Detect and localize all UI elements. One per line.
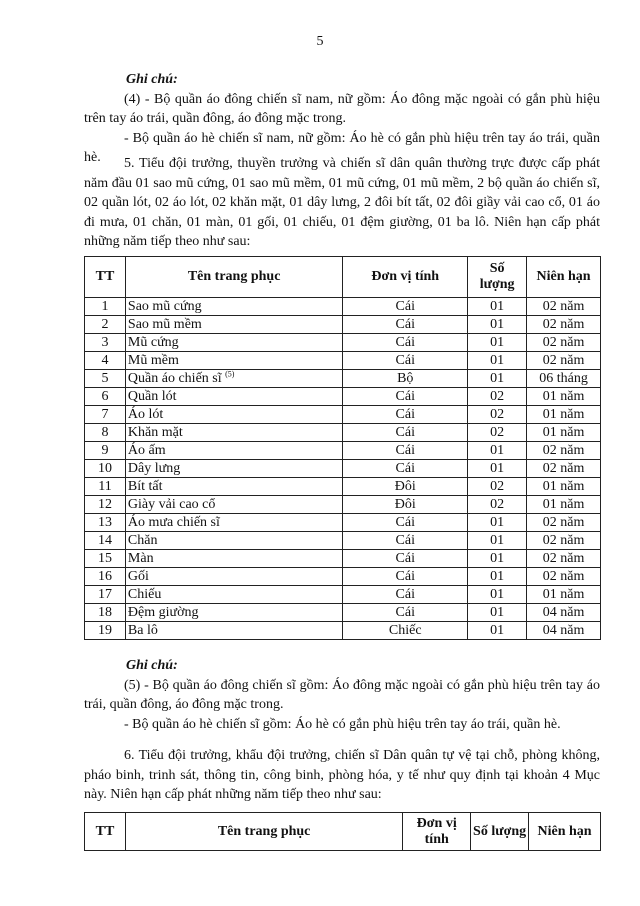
cell-term-text: 01 năm	[542, 479, 585, 494]
uniform-allocation-table	[84, 256, 601, 640]
paragraph-text: 5. Tiểu đội trưởng, thuyền trưởng và chiến sĩ dân quân thường trực được cấp phát năm đầu 01 sao mũ cứng, 01 sao mũ mềm, 01 mũ cứng, 01 mũ mềm, 2 bộ quần áo chiến sĩ, 02 quần lót, 02 áo lót, 02 khăn mặt, 01 dây lưng, 2 đôi bít tất, 02 đôi giầy vải cao cổ, 01 áo đi mưa, 01 chăn, 01 màn, 01 gối, 01 chiếu, 01 đệm giường, 01 ba lô. Niên hạn cấp phát những năm tiếp theo như sau:	[84, 156, 600, 249]
cell-qty	[468, 496, 527, 514]
table-row	[85, 514, 601, 532]
cell-term-text: 04 năm	[542, 605, 585, 620]
table-row	[85, 388, 601, 406]
cell-tt	[85, 532, 126, 550]
cell-name-text: Gối	[127, 569, 149, 584]
cell-term-text: 01 năm	[542, 407, 585, 422]
cell-tt	[85, 550, 126, 568]
cell-qty	[468, 622, 527, 640]
cell-tt-text: 15	[97, 551, 112, 566]
note-line: - Bộ quần áo hè chiến sĩ nam, nữ gồm: Áo hè có gắn phù hiệu trên tay áo trái, quần hè.	[84, 130, 600, 165]
uniform-allocation-table-2	[84, 812, 601, 851]
cell-name	[125, 352, 342, 370]
cell-name-text: Quần áo chiến sĩ	[127, 371, 222, 386]
header-name: Tên trang phục	[125, 257, 342, 298]
table-row	[85, 622, 601, 640]
cell-name	[125, 424, 342, 442]
cell-name	[125, 568, 342, 586]
cell-qty	[468, 550, 527, 568]
cell-unit-text: Chiếc	[388, 623, 422, 638]
cell-tt	[85, 586, 126, 604]
note-heading: Ghi chú:	[126, 72, 178, 87]
cell-unit	[343, 514, 468, 532]
cell-term-text: 04 năm	[542, 623, 585, 638]
table-row	[85, 316, 601, 334]
cell-qty-text: 01	[490, 587, 505, 602]
header-term: Niên hạn	[529, 813, 601, 851]
header-unit: Đơn vị tính	[343, 257, 468, 298]
cell-name-text: Giày vải cao cổ	[127, 497, 216, 512]
header-term: Niên hạn	[527, 257, 601, 298]
table-row	[85, 586, 601, 604]
cell-unit	[343, 334, 468, 352]
table-row	[85, 568, 601, 586]
cell-name	[125, 478, 342, 496]
cell-tt	[85, 352, 126, 370]
cell-tt-text: 6	[101, 389, 109, 404]
cell-unit	[343, 352, 468, 370]
cell-term	[527, 604, 601, 622]
cell-tt	[85, 388, 126, 406]
cell-name	[125, 532, 342, 550]
cell-name	[125, 316, 342, 334]
paragraph-text: 6. Tiểu đội trưởng, khẩu đội trưởng, chiến sĩ Dân quân tự vệ tại chỗ, phòng không, pháo binh, trinh sát, thông tin, công binh, phòng hóa, y tế như quy định tại khoản 4 Mục này. Niên hạn cấp phát những năm tiếp theo như sau:	[84, 748, 600, 802]
cell-tt	[85, 604, 126, 622]
cell-unit	[343, 478, 468, 496]
note-line: (5) - Bộ quần áo đông chiến sĩ gồm: Áo đông mặc ngoài có gắn phù hiệu trên tay áo trái, quần đông, áo đông mặc trong.	[84, 677, 600, 712]
cell-unit	[343, 622, 468, 640]
cell-tt-text: 3	[101, 335, 109, 350]
cell-tt-text: 7	[101, 407, 109, 422]
cell-term	[527, 496, 601, 514]
cell-unit	[343, 604, 468, 622]
cell-name	[125, 604, 342, 622]
cell-unit	[343, 496, 468, 514]
cell-term-text: 01 năm	[542, 587, 585, 602]
cell-tt-text: 16	[97, 569, 112, 584]
cell-qty	[468, 568, 527, 586]
cell-term-text: 02 năm	[542, 443, 585, 458]
cell-qty	[468, 316, 527, 334]
cell-qty	[468, 442, 527, 460]
table-row	[85, 298, 601, 316]
table-row	[85, 460, 601, 478]
cell-qty	[468, 604, 527, 622]
cell-tt	[85, 622, 126, 640]
cell-unit	[343, 532, 468, 550]
cell-qty-text: 01	[490, 353, 505, 368]
cell-unit	[343, 370, 468, 388]
cell-term-text: 02 năm	[542, 461, 585, 476]
cell-name-text: Khăn mặt	[127, 425, 183, 440]
cell-name	[125, 550, 342, 568]
cell-unit-text: Bộ	[397, 371, 414, 386]
cell-tt	[85, 478, 126, 496]
table-row	[85, 478, 601, 496]
cell-name-text: Chiếu	[127, 587, 162, 602]
cell-tt	[85, 424, 126, 442]
table-header-row	[85, 257, 601, 298]
cell-unit-text: Cái	[395, 569, 415, 584]
paragraph-5	[84, 154, 600, 252]
note-line: (4) - Bộ quần áo đông chiến sĩ nam, nữ gồm: Áo đông mặc ngoài có gắn phù hiệu trên tay áo trái, quần đông, áo đông mặc trong.	[84, 91, 600, 126]
cell-qty	[468, 424, 527, 442]
cell-name	[125, 334, 342, 352]
cell-name-text: Sao mũ mềm	[127, 317, 202, 332]
cell-qty-text: 02	[490, 389, 505, 404]
table-row	[85, 442, 601, 460]
header-qty: Số lượng	[468, 257, 527, 298]
cell-term	[527, 406, 601, 424]
cell-tt-text: 18	[97, 605, 112, 620]
cell-term-text: 01 năm	[542, 497, 585, 512]
table-row	[85, 550, 601, 568]
cell-name-text: Ba lô	[127, 623, 158, 638]
cell-unit-text: Đôi	[394, 479, 416, 494]
cell-name-text: Áo mưa chiến sĩ	[127, 515, 220, 530]
table-row	[85, 532, 601, 550]
cell-name-text: Áo lót	[127, 407, 164, 422]
header-name: Tên trang phục	[125, 813, 402, 851]
cell-name-text: Màn	[127, 551, 154, 566]
cell-qty	[468, 586, 527, 604]
cell-term	[527, 568, 601, 586]
cell-term-text: 02 năm	[542, 299, 585, 314]
cell-unit-text: Cái	[395, 425, 415, 440]
cell-term	[527, 478, 601, 496]
cell-qty-text: 01	[490, 461, 505, 476]
cell-qty	[468, 334, 527, 352]
cell-term-text: 02 năm	[542, 569, 585, 584]
cell-tt	[85, 406, 126, 424]
cell-qty-text: 01	[490, 533, 505, 548]
cell-unit	[343, 298, 468, 316]
cell-unit-text: Cái	[395, 533, 415, 548]
cell-tt	[85, 460, 126, 478]
cell-term	[527, 622, 601, 640]
table-row	[85, 496, 601, 514]
cell-term	[527, 550, 601, 568]
cell-qty	[468, 532, 527, 550]
note-block-1	[84, 70, 600, 168]
cell-name-text: Bít tất	[127, 479, 163, 494]
cell-unit	[343, 568, 468, 586]
cell-tt-text: 13	[97, 515, 112, 530]
cell-unit	[343, 442, 468, 460]
cell-unit	[343, 424, 468, 442]
table-row	[85, 334, 601, 352]
header-unit: Đơn vị tính	[403, 813, 471, 851]
cell-term-text: 02 năm	[542, 335, 585, 350]
cell-name	[125, 388, 342, 406]
cell-name	[125, 298, 342, 316]
cell-name	[125, 460, 342, 478]
cell-name	[125, 370, 342, 388]
footnote-ref: (5)	[225, 369, 235, 379]
cell-term	[527, 334, 601, 352]
cell-tt-text: 9	[101, 443, 109, 458]
cell-qty	[468, 352, 527, 370]
note-line: - Bộ quần áo hè chiến sĩ gồm: Áo hè có gắn phù hiệu trên tay áo trái, quần hè.	[124, 716, 561, 732]
cell-term-text: 01 năm	[542, 389, 585, 404]
cell-qty	[468, 460, 527, 478]
cell-qty-text: 01	[490, 317, 505, 332]
cell-tt-text: 5	[101, 371, 109, 386]
cell-term-text: 02 năm	[542, 317, 585, 332]
cell-term	[527, 388, 601, 406]
cell-tt-text: 19	[97, 623, 112, 638]
cell-tt-text: 17	[97, 587, 112, 602]
cell-term	[527, 352, 601, 370]
cell-tt	[85, 496, 126, 514]
cell-qty	[468, 370, 527, 388]
cell-name-text: Áo ấm	[127, 443, 166, 458]
cell-tt-text: 10	[97, 461, 112, 476]
cell-unit	[343, 316, 468, 334]
cell-name	[125, 442, 342, 460]
cell-tt-text: 4	[101, 353, 109, 368]
cell-term	[527, 370, 601, 388]
cell-tt	[85, 568, 126, 586]
cell-name-text: Dây lưng	[127, 461, 181, 476]
cell-tt	[85, 316, 126, 334]
cell-tt	[85, 442, 126, 460]
cell-term-text: 06 tháng	[539, 371, 588, 386]
cell-qty	[468, 478, 527, 496]
cell-term	[527, 460, 601, 478]
cell-tt-text: 2	[101, 317, 109, 332]
cell-unit-text: Cái	[395, 389, 415, 404]
cell-name-text: Sao mũ cứng	[127, 299, 202, 314]
cell-term-text: 02 năm	[542, 533, 585, 548]
cell-unit-text: Cái	[395, 605, 415, 620]
cell-name-text: Mũ mềm	[127, 353, 179, 368]
cell-unit	[343, 550, 468, 568]
cell-qty-text: 01	[490, 299, 505, 314]
cell-name	[125, 514, 342, 532]
cell-tt	[85, 514, 126, 532]
cell-qty-text: 01	[490, 569, 505, 584]
cell-qty	[468, 406, 527, 424]
cell-qty	[468, 298, 527, 316]
cell-name-text: Quần lót	[127, 389, 177, 404]
cell-unit-text: Cái	[395, 515, 415, 530]
cell-term	[527, 514, 601, 532]
cell-unit-text: Cái	[395, 317, 415, 332]
cell-qty	[468, 514, 527, 532]
cell-unit-text: Cái	[395, 353, 415, 368]
cell-tt-text: 11	[98, 479, 112, 494]
cell-qty	[468, 388, 527, 406]
table-row	[85, 352, 601, 370]
note-block-2	[84, 656, 600, 734]
cell-term-text: 02 năm	[542, 353, 585, 368]
cell-name	[125, 586, 342, 604]
cell-unit	[343, 586, 468, 604]
cell-unit	[343, 388, 468, 406]
cell-term-text: 01 năm	[542, 425, 585, 440]
cell-unit	[343, 406, 468, 424]
cell-qty-text: 02	[490, 479, 505, 494]
cell-name	[125, 496, 342, 514]
table-row	[85, 406, 601, 424]
table-row	[85, 604, 601, 622]
cell-qty-text: 02	[490, 497, 505, 512]
cell-qty-text: 01	[490, 335, 505, 350]
cell-qty-text: 02	[490, 407, 505, 422]
cell-name-text: Đệm giường	[127, 605, 199, 620]
cell-tt-text: 1	[101, 299, 109, 314]
cell-term	[527, 298, 601, 316]
page-number: 5	[316, 34, 324, 49]
cell-unit-text: Cái	[395, 407, 415, 422]
table-row	[85, 424, 601, 442]
cell-unit-text: Cái	[395, 443, 415, 458]
cell-tt-text: 14	[97, 533, 112, 548]
table-header-row	[85, 813, 601, 851]
header-tt: TT	[85, 813, 126, 851]
cell-tt-text: 8	[101, 425, 109, 440]
cell-unit-text: Cái	[395, 551, 415, 566]
table-row	[85, 370, 601, 388]
cell-tt	[85, 298, 126, 316]
cell-term	[527, 442, 601, 460]
cell-qty-text: 01	[490, 551, 505, 566]
cell-unit-text: Cái	[395, 587, 415, 602]
cell-unit-text: Cái	[395, 335, 415, 350]
cell-name	[125, 406, 342, 424]
cell-tt	[85, 370, 126, 388]
cell-unit-text: Cái	[395, 461, 415, 476]
cell-unit-text: Cái	[395, 299, 415, 314]
cell-qty-text: 01	[490, 515, 505, 530]
cell-qty-text: 02	[490, 425, 505, 440]
cell-name	[125, 622, 342, 640]
cell-unit	[343, 460, 468, 478]
cell-term-text: 02 năm	[542, 551, 585, 566]
cell-term	[527, 532, 601, 550]
note-heading: Ghi chú:	[126, 658, 178, 673]
cell-term-text: 02 năm	[542, 515, 585, 530]
cell-name-text: Mũ cứng	[127, 335, 179, 350]
cell-qty-text: 01	[490, 371, 505, 386]
header-tt: TT	[85, 257, 126, 298]
cell-term	[527, 316, 601, 334]
cell-tt	[85, 334, 126, 352]
cell-tt-text: 12	[97, 497, 112, 512]
cell-term	[527, 424, 601, 442]
paragraph-6	[84, 746, 600, 805]
cell-qty-text: 01	[490, 623, 505, 638]
cell-unit-text: Đôi	[394, 497, 416, 512]
cell-name-text: Chăn	[127, 533, 158, 548]
cell-term	[527, 586, 601, 604]
cell-qty-text: 01	[490, 443, 505, 458]
cell-qty-text: 01	[490, 605, 505, 620]
header-qty: Số lượng	[471, 813, 529, 851]
